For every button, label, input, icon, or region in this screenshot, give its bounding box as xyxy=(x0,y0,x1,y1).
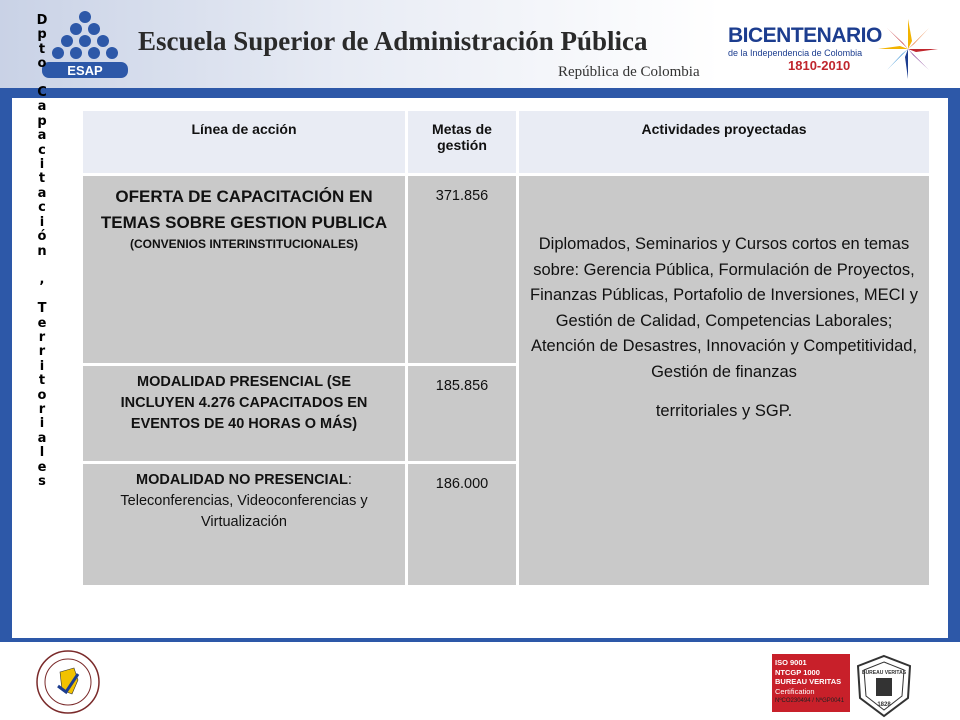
bicentenario-subtitle: de la Independencia de Colombia xyxy=(728,48,863,58)
cert-line: Certification xyxy=(775,686,815,696)
department-vertical-label: D p t o C a p a c i t a c i ó n , T e r r i t o r i a l e s xyxy=(36,13,48,489)
cell-presential xyxy=(82,365,407,463)
bicentenario-logo xyxy=(720,14,950,84)
table-header-row xyxy=(82,110,931,175)
goal-training-offer: 371.856 xyxy=(407,175,518,365)
non-presential-title: MODALIDAD NO PRESENCIAL xyxy=(136,472,348,488)
goal-non-presential: 186.000 xyxy=(407,463,518,587)
bv-seal-text: BUREAU VERITAS xyxy=(861,670,907,676)
bv-seal-year: 1828 xyxy=(877,702,891,708)
table-row xyxy=(82,175,931,365)
quality-certification-seal-icon xyxy=(34,648,102,716)
header-line-of-action: Línea de acción xyxy=(82,110,407,175)
bureau-veritas-certification xyxy=(772,654,914,712)
non-presential-detail: Teleconferencias, Videoconferencias y Virtualización xyxy=(120,493,368,530)
activities-text-tail: territoriales y SGP. xyxy=(655,402,793,420)
esap-logo-text: ESAP xyxy=(67,63,103,78)
goal-presential: 185.856 xyxy=(407,365,518,463)
cert-line: ISO 9001 xyxy=(775,658,807,667)
training-offer-subtitle: (CONVENIOS INTERINSTITUCIONALES) xyxy=(129,237,358,251)
action-lines-table xyxy=(80,108,932,588)
training-offer-title: OFERTA DE CAPACITACIÓN EN TEMAS SOBRE GESTION PUBLICA xyxy=(100,187,388,232)
non-presential-colon: : xyxy=(347,472,352,488)
cell-training-offer xyxy=(82,175,407,365)
cert-numbers: NºCO230494 / NºGP0041 xyxy=(775,698,845,704)
footer xyxy=(0,642,960,720)
bureau-veritas-seal-icon xyxy=(854,654,914,718)
presential-text: MODALIDAD PRESENCIAL (SE INCLUYEN 4.276 CAPACITADOS EN EVENTOS DE 40 HORAS O MÁS) xyxy=(120,374,368,432)
page-subtitle: República de Colombia xyxy=(558,64,700,80)
cell-non-presential xyxy=(82,463,407,587)
cell-activities xyxy=(518,175,931,587)
bicentenario-flower-icon xyxy=(870,14,946,84)
bicentenario-title: BICENTENARIO xyxy=(728,24,882,47)
cert-line: NTCGP 1000 xyxy=(775,667,820,677)
cert-line: BUREAU VERITAS xyxy=(775,677,842,686)
header-management-goals: Metas de gestión xyxy=(407,110,518,175)
page-title: Escuela Superior de Administración Pública xyxy=(138,26,648,56)
header-projected-activities: Actividades proyectadas xyxy=(518,110,931,175)
header xyxy=(0,0,960,88)
activities-text: Diplomados, Seminarios y Cursos cortos en temas sobre: Gerencia Pública, Formulación de Proyectos, Finanzas Públicas, Portafolio de Inversiones, MECI y Gestión de Calidad, Competencias Laborales; Atención de Desastres, Innovación y Competitividad, Gestión de finanzas xyxy=(530,235,918,381)
bicentenario-years: 1810-2010 xyxy=(788,58,851,73)
